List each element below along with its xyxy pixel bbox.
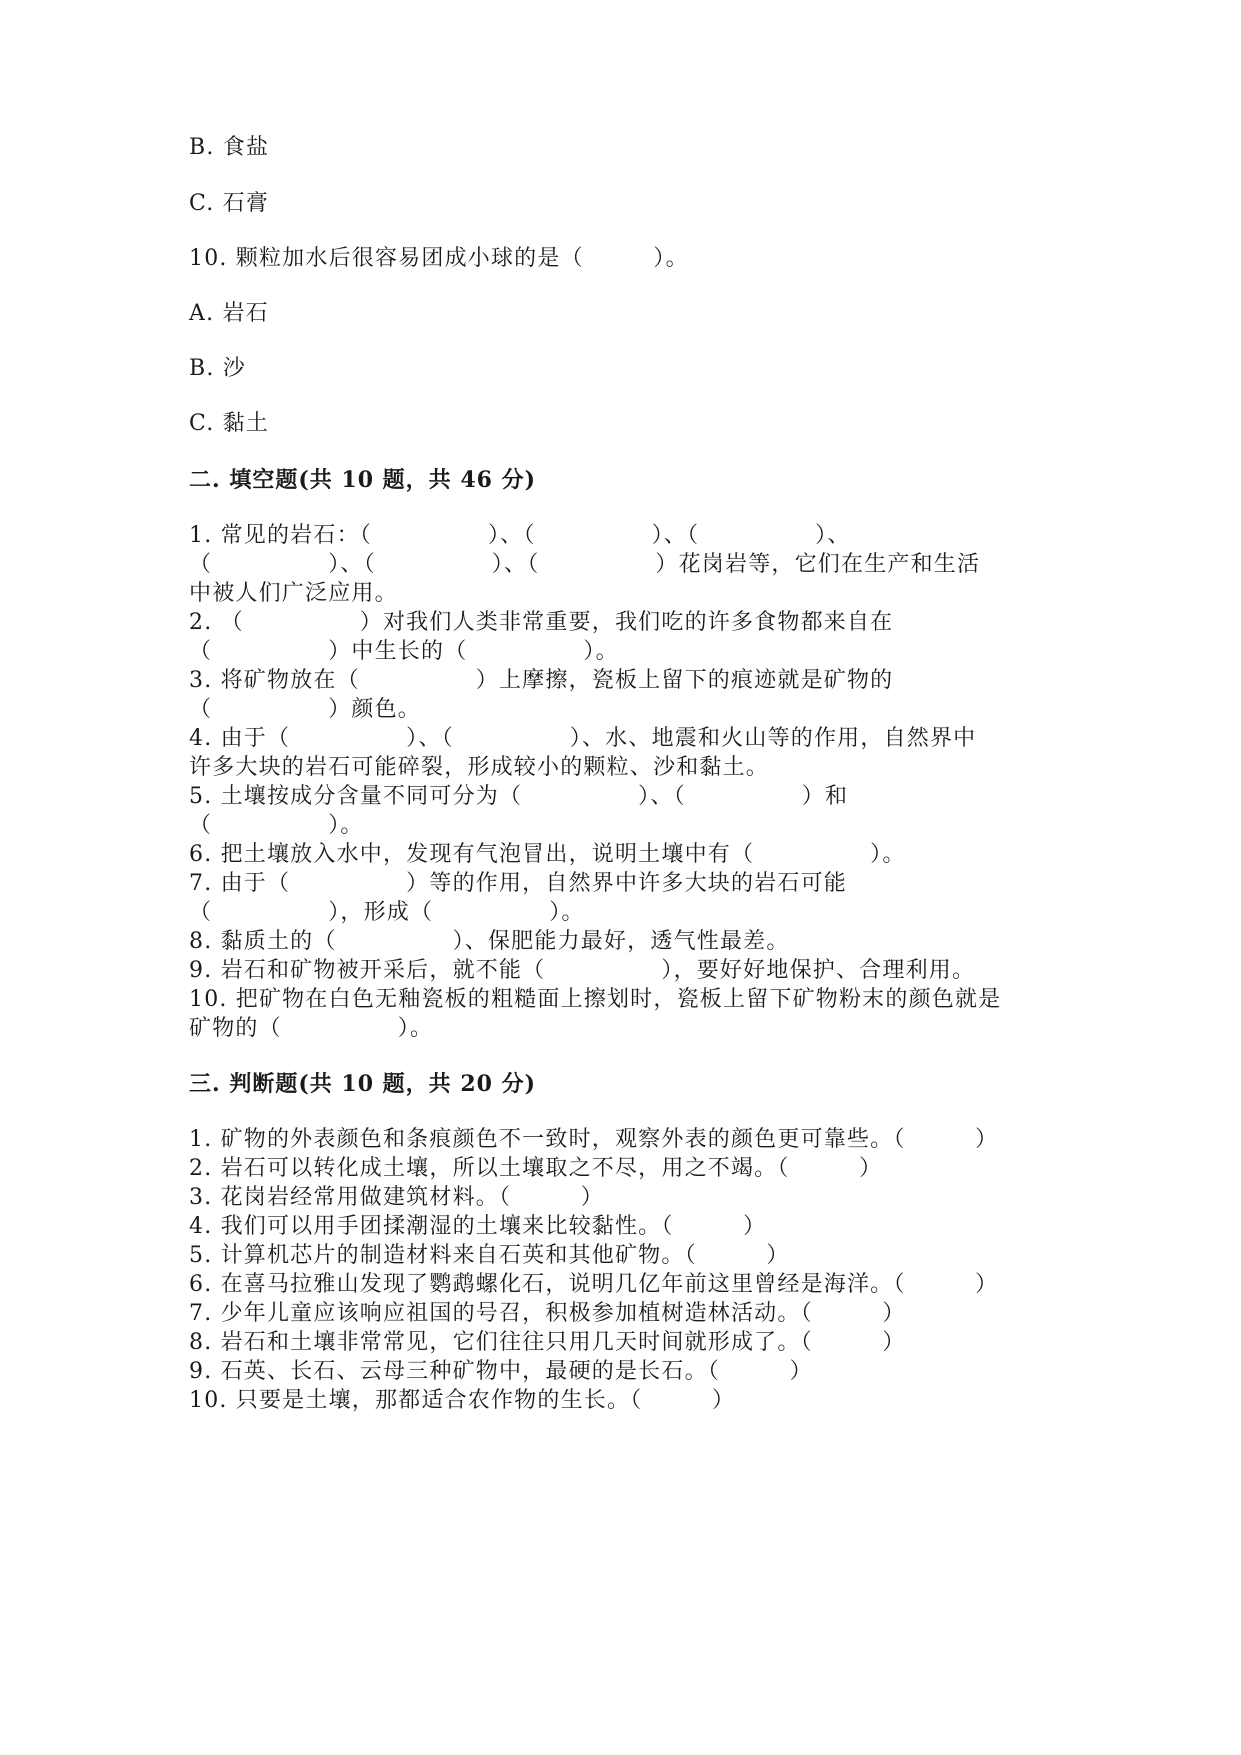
judge-line: 1. 矿物的外表颜色和条痕颜色不一致时，观察外表的颜色更可靠些。（ ） bbox=[189, 1127, 999, 1152]
fill-line: （ ）颜色。 bbox=[189, 697, 422, 722]
question-10-stem: 10. 颗粒加水后很容易团成小球的是（ ）。 bbox=[189, 246, 689, 271]
fill-line: 5. 土壤按成分含量不同可分为（ ）、（ ）和 bbox=[189, 784, 849, 809]
judge-line: 9. 石英、长石、云母三种矿物中，最硬的是长石。（ ） bbox=[189, 1359, 813, 1384]
fill-line: 10. 把矿物在白色无釉瓷板的粗糙面上擦划时，瓷板上留下矿物粉末的颜色就是 bbox=[189, 987, 1002, 1012]
fill-line: （ ）。 bbox=[189, 813, 364, 838]
fill-line: 8. 黏质土的（ ）、保肥能力最好，透气性最差。 bbox=[189, 929, 790, 954]
fill-line: 1. 常见的岩石：（ ）、（ ）、（ ）、 bbox=[189, 523, 851, 548]
judge-line: 4. 我们可以用手团揉潮湿的土壤来比较黏性。（ ） bbox=[189, 1214, 767, 1239]
judge-line: 3. 花岗岩经常用做建筑材料。（ ） bbox=[189, 1185, 604, 1210]
judge-line: 7. 少年儿童应该响应祖国的号召，积极参加植树造林活动。（ ） bbox=[189, 1301, 906, 1326]
section-2-heading: 二. 填空题(共 10 题，共 46 分) bbox=[189, 467, 537, 493]
fill-line: 9. 岩石和矿物被开采后，就不能（ ），要好好地保护、合理利用。 bbox=[189, 958, 976, 983]
q10-option-c: C. 黏土 bbox=[189, 411, 270, 436]
judge-line: 6. 在喜马拉雅山发现了鹦鹉螺化石，说明几亿年前这里曾经是海洋。（ ） bbox=[189, 1272, 999, 1297]
section-3-heading: 三. 判断题(共 10 题，共 20 分) bbox=[189, 1071, 537, 1097]
q10-option-b: B. 沙 bbox=[189, 356, 246, 381]
judge-line: 5. 计算机芯片的制造材料来自石英和其他矿物。（ ） bbox=[189, 1243, 790, 1268]
option-b-salt: B. 食盐 bbox=[189, 135, 270, 160]
fill-line: （ ）、（ ）、（ ）花岗岩等，它们在生产和生活 bbox=[189, 552, 981, 577]
q10-option-a: A. 岩石 bbox=[189, 301, 269, 326]
fill-line: 4. 由于（ ）、（ ）、水、地震和火山等的作用，自然界中 bbox=[189, 726, 977, 751]
fill-line: 2. （ ）对我们人类非常重要，我们吃的许多食物都来自在 bbox=[189, 610, 894, 635]
judge-line: 8. 岩石和土壤非常常见，它们往往只用几天时间就形成了。（ ） bbox=[189, 1330, 906, 1355]
judge-line: 2. 岩石可以转化成土壤，所以土壤取之不尽，用之不竭。（ ） bbox=[189, 1156, 883, 1181]
fill-line: 6. 把土壤放入水中，发现有气泡冒出，说明土壤中有（ ）。 bbox=[189, 842, 906, 867]
fill-line: 许多大块的岩石可能碎裂，形成较小的颗粒、沙和黏土。 bbox=[189, 755, 770, 780]
fill-line: 矿物的（ ）。 bbox=[189, 1016, 434, 1041]
fill-line: 7. 由于（ ）等的作用，自然界中许多大块的岩石可能 bbox=[189, 871, 847, 896]
fill-line: （ ），形成（ ）。 bbox=[189, 900, 585, 925]
fill-line: 中被人们广泛应用。 bbox=[189, 581, 398, 606]
fill-line: （ ）中生长的（ ）。 bbox=[189, 639, 619, 664]
option-c-gypsum: C. 石膏 bbox=[189, 191, 270, 216]
judge-line: 10. 只要是土壤，那都适合农作物的生长。（ ） bbox=[189, 1388, 736, 1413]
fill-line: 3. 将矿物放在（ ）上摩擦，瓷板上留下的痕迹就是矿物的 bbox=[189, 668, 894, 693]
